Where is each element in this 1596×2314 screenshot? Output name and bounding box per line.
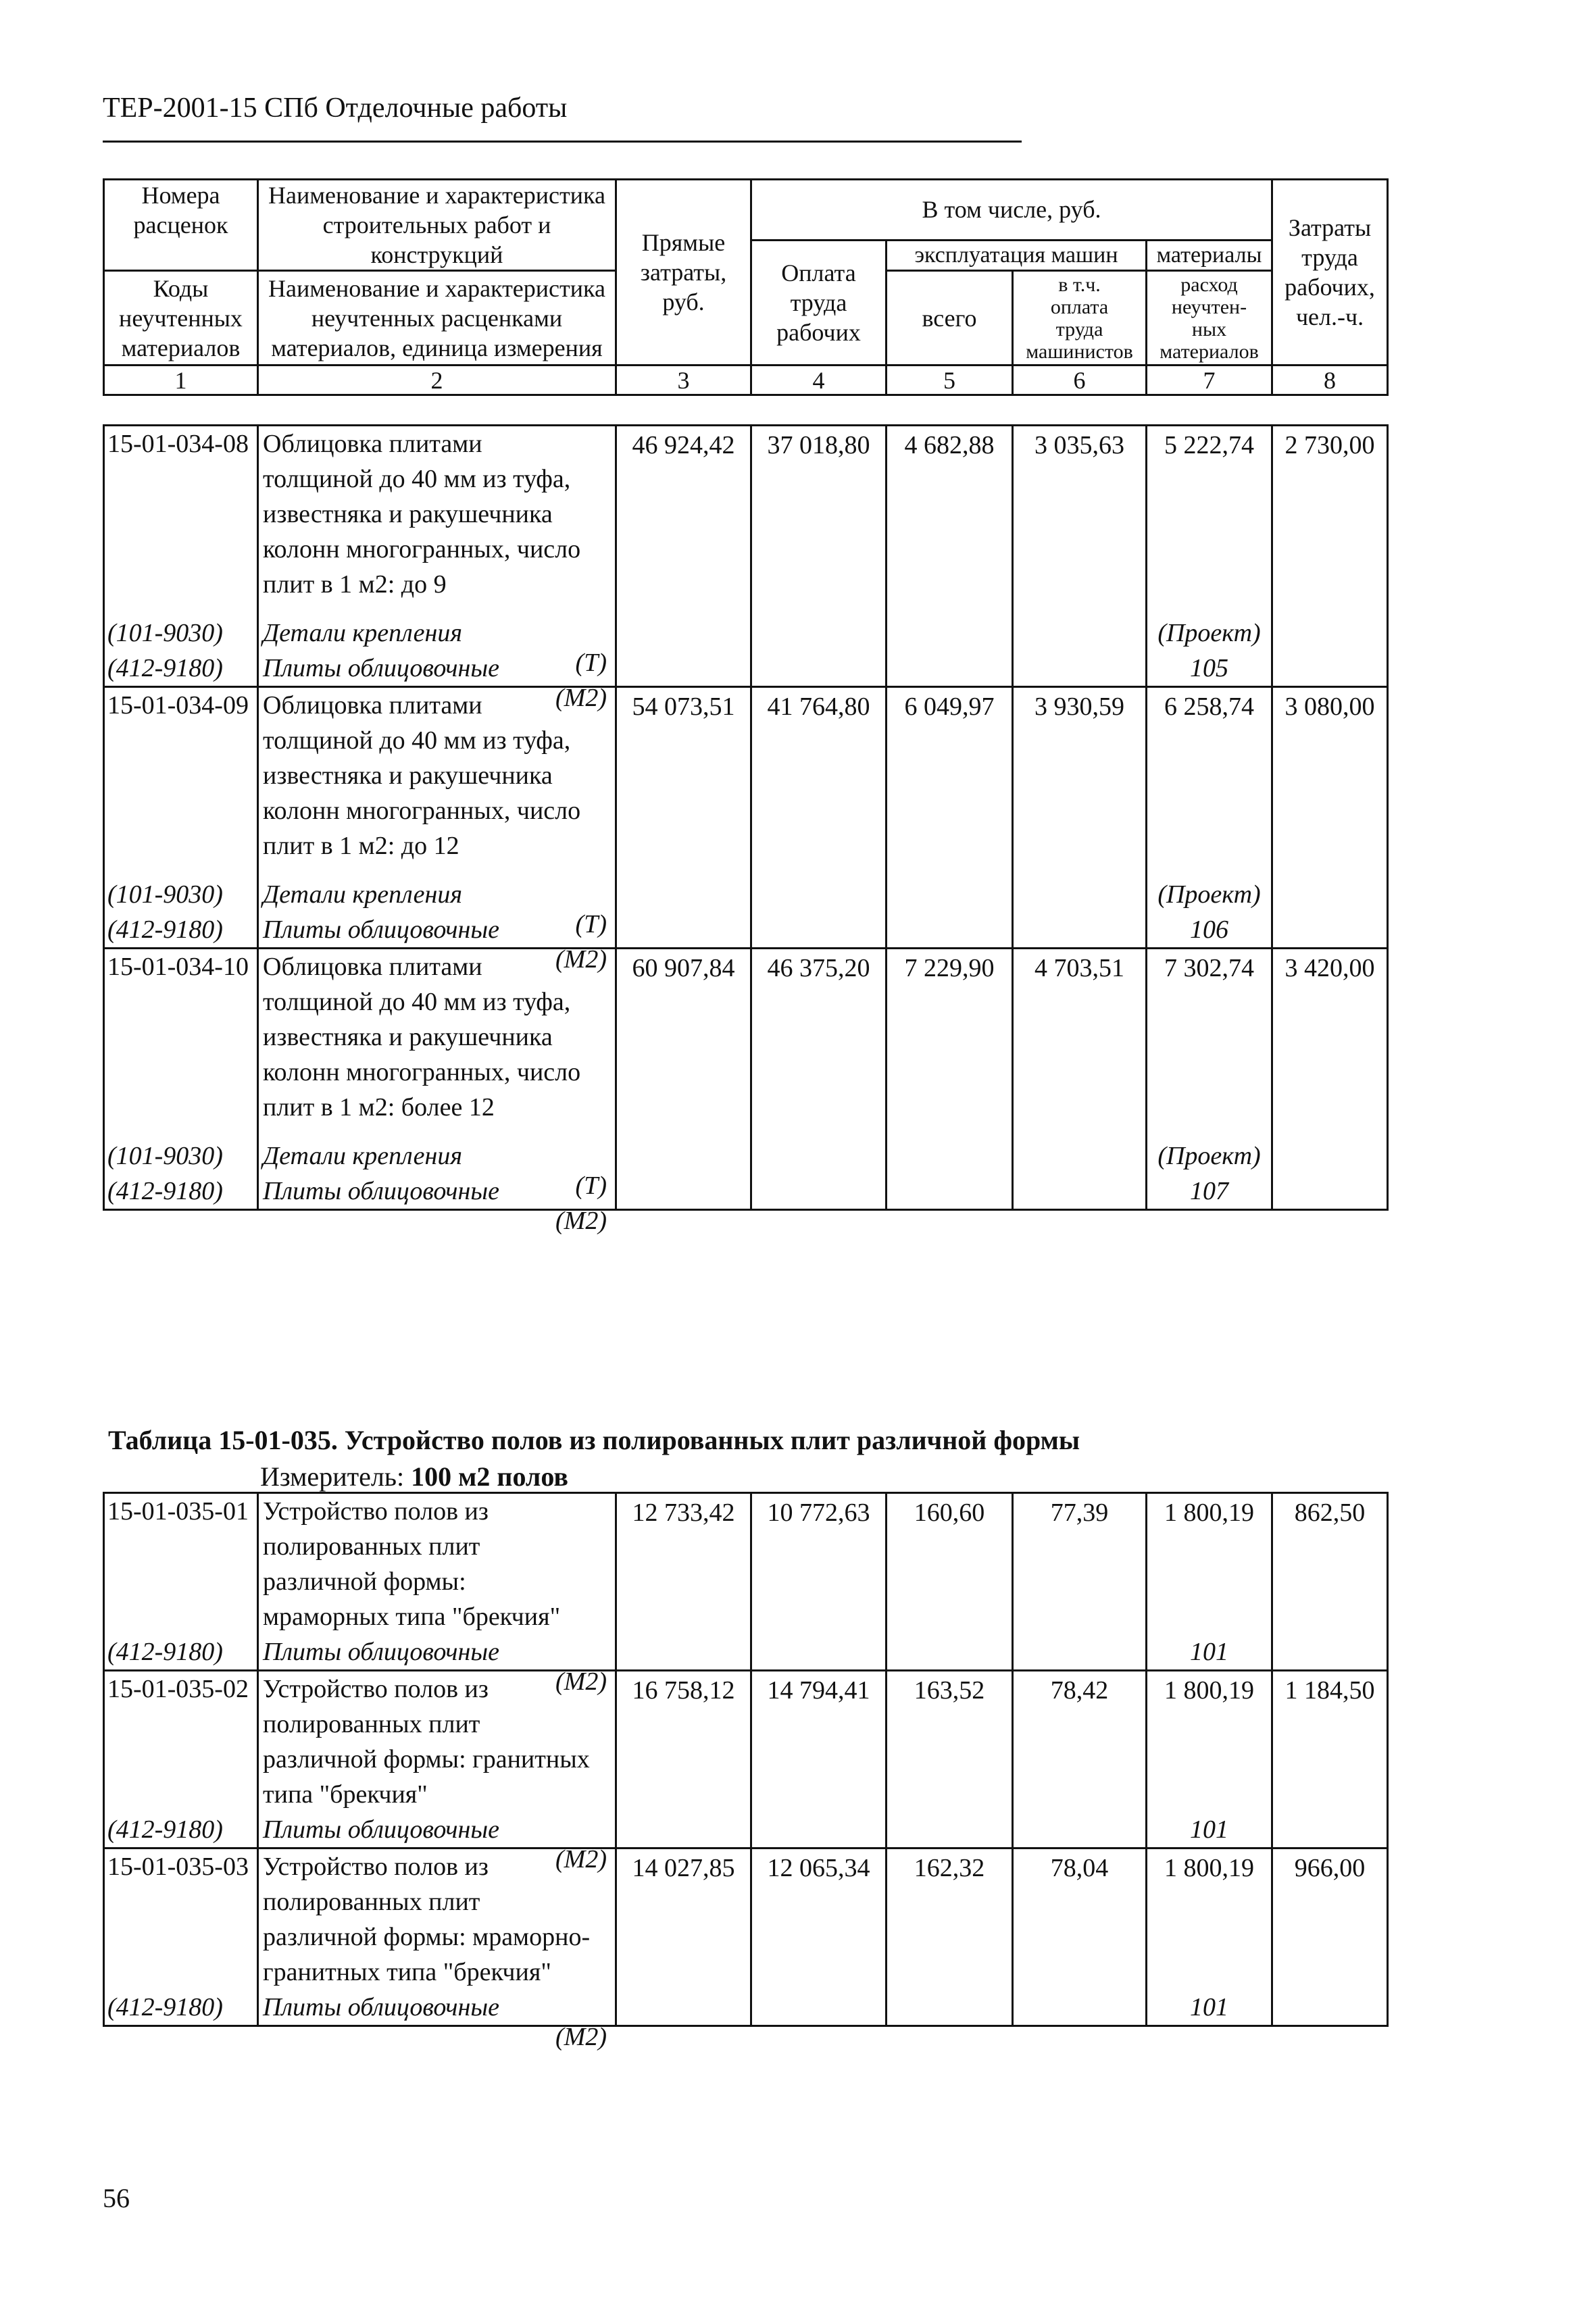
value-cell [751,1671,887,1813]
material-row [104,1138,1388,1174]
col7-header: расход неучтен- ных материалов [1147,271,1272,366]
material-value-cell [1013,1634,1147,1671]
material-value-cell [616,651,751,687]
value-number: 46 375,20 [767,954,870,982]
value-cell [887,1848,1013,1990]
description-line: Облицовка плитами [263,691,482,720]
value-cell [887,687,1013,878]
value-cell [616,426,751,616]
material-code: (101-9030) [104,877,258,912]
material-value-cell [887,1812,1013,1848]
material-unit: (Т) [575,910,607,938]
rate-row [104,426,1388,616]
material-name-cell [258,1990,616,2051]
material-code: (412-9180) [104,1174,258,1210]
material-value-cell [1147,651,1272,687]
description-line: плит в 1 м2: более 12 [263,1093,495,1122]
description-line: полированных плит [263,1532,480,1561]
material-unit: (М2) [555,2023,607,2051]
rate-code: 15-01-034-10 [104,949,258,1139]
material-unit: (Т) [575,1172,607,1200]
value-number: 12 065,34 [767,1854,870,1882]
material-value-cell [1272,1812,1388,1848]
rates-table-034 [103,424,1389,1235]
material-value: (Проект) [1157,619,1261,647]
value-cell [751,426,887,616]
value-cell [1147,1671,1272,1813]
col1-top-header: Номера расценок [104,180,258,241]
value-number: 3 930,59 [1034,693,1124,721]
value-cell [1147,1493,1272,1635]
value-cell [1013,1848,1147,1990]
value-number: 6 049,97 [904,693,995,721]
value-number: 966,00 [1294,1854,1366,1882]
material-value-cell [1147,912,1272,949]
material-row [104,615,1388,651]
material-row [104,1812,1388,1848]
material-value-cell [1147,1812,1272,1848]
col8-header: Затраты труда рабочих, чел.-ч. [1272,180,1388,366]
value-number: 4 682,88 [904,431,995,459]
value-number: 78,42 [1050,1676,1109,1705]
material-value: 101 [1190,1815,1228,1844]
material-unit: (Т) [575,649,607,677]
rate-code: 15-01-034-08 [104,426,258,616]
description-line: известняка и ракушечника [263,500,553,528]
value-cell [616,1671,751,1813]
header-rule [103,141,1022,143]
material-value-cell [1272,1138,1388,1174]
material-value-cell [887,1634,1013,1671]
materials-header: материалы [1147,240,1272,271]
value-cell [1013,687,1147,878]
value-cell [887,426,1013,616]
value-cell [1013,1493,1147,1635]
material-value-cell [1272,1634,1388,1671]
col5-header: всего [887,271,1013,366]
material-row [104,1174,1388,1210]
value-number: 3 420,00 [1285,954,1375,982]
material-unit: (М2) [555,1845,607,1873]
description-line: толщиной до 40 мм из туфа, [263,726,571,755]
col-number-7: 7 [1147,366,1272,395]
material-name: Детали крепления [263,1142,463,1170]
material-value: 101 [1190,1993,1228,2021]
rate-row [104,1493,1388,1635]
material-value-cell [1272,1990,1388,2026]
material-code: (412-9180) [104,1634,258,1671]
page-header: ТЕР-2001-15 СПб Отделочные работы [103,93,568,124]
material-value-cell [1013,912,1147,949]
col1-bottom-header: Коды неучтенных материалов [104,271,258,366]
material-value-cell [1013,1990,1147,2026]
material-value-cell [887,877,1013,912]
measure-line: Измеритель: 100 м2 полов [260,1461,568,1492]
material-name: Детали крепления [263,619,463,647]
material-value-cell [616,615,751,651]
col6-header: в т.ч. оплата труда машинистов [1013,271,1147,366]
material-unit: (М2) [555,1667,607,1696]
value-cell [1147,1848,1272,1990]
value-number: 46 924,42 [632,431,735,459]
material-value-cell [616,1174,751,1210]
table-title: Таблица 15-01-035. Устройство полов из полированных плит различной формы [108,1425,1080,1455]
material-value-cell [616,1990,751,2026]
value-cell [616,1493,751,1635]
value-cell [1147,426,1272,616]
material-value-cell [1013,1812,1147,1848]
value-number: 60 907,84 [632,954,735,982]
material-row [104,912,1388,949]
material-row [104,1634,1388,1671]
description-line: различной формы: гранитных [263,1745,590,1774]
description-line: полированных плит [263,1888,480,1916]
rate-description [258,426,616,616]
value-number: 3 035,63 [1034,431,1124,459]
value-cell [1272,949,1388,1139]
rate-code: 15-01-035-01 [104,1493,258,1635]
value-number: 1 800,19 [1164,1499,1254,1527]
value-cell [1272,687,1388,878]
value-cell [751,949,887,1139]
value-number: 54 073,51 [632,693,735,721]
material-value-cell [887,1174,1013,1210]
material-value: 101 [1190,1638,1228,1666]
col-number-3: 3 [616,366,751,395]
material-value-cell [1013,615,1147,651]
value-cell [1272,1848,1388,1990]
rates-table-035 [103,1492,1389,2051]
value-number: 78,04 [1050,1854,1109,1882]
value-cell [1272,1493,1388,1635]
value-number: 10 772,63 [767,1499,870,1527]
material-value-cell [751,1634,887,1671]
value-number: 1 800,19 [1164,1676,1254,1705]
value-number: 16 758,12 [632,1676,735,1705]
material-value-cell [751,877,887,912]
value-cell [1272,1671,1388,1813]
col-number-8: 8 [1272,366,1388,395]
rate-row [104,1671,1388,1813]
description-line: типа "брекчия" [263,1780,428,1809]
description-line: известняка и ракушечника [263,761,553,790]
material-value-cell [1147,877,1272,912]
description-line: различной формы: мраморно- [263,1923,591,1951]
description-line: известняка и ракушечника [263,1023,553,1051]
value-number: 4 703,51 [1034,954,1124,982]
material-value-cell [887,651,1013,687]
value-cell [751,1493,887,1635]
value-number: 77,39 [1050,1499,1109,1527]
value-number: 7 229,90 [904,954,995,982]
rate-code: 15-01-035-02 [104,1671,258,1813]
material-value: (Проект) [1157,880,1261,909]
material-name: Плиты облицовочные [263,654,499,682]
material-name: Детали крепления [263,880,463,909]
description-line: толщиной до 40 мм из туфа, [263,988,571,1016]
material-value-cell [616,1138,751,1174]
description-line: полированных плит [263,1710,480,1738]
material-value-cell [887,1138,1013,1174]
value-cell [887,1671,1013,1813]
page-number: 56 [103,2183,130,2213]
material-row [104,1990,1388,2026]
material-name-cell [258,1174,616,1235]
description-line: колонн многогранных, число [263,535,581,563]
description-line: Устройство полов из [263,1853,489,1881]
value-cell [1147,687,1272,878]
material-value-cell [616,877,751,912]
material-value: 107 [1190,1177,1228,1205]
material-name: Плиты облицовочные [263,915,499,944]
value-number: 14 027,85 [632,1854,735,1882]
col2-top-header: Наименование и характеристика строительных работ и конструкций [258,180,616,271]
material-code: (412-9180) [104,651,258,687]
description-line: Облицовка плитами [263,953,482,981]
value-number: 6 258,74 [1164,693,1254,721]
value-cell [887,949,1013,1139]
material-name: Плиты облицовочные [263,1993,499,2021]
col-number-4: 4 [751,366,887,395]
material-value-cell [751,615,887,651]
material-row [104,877,1388,912]
value-number: 37 018,80 [767,431,870,459]
material-name: Плиты облицовочные [263,1815,499,1844]
material-code: (101-9030) [104,615,258,651]
col-number-6: 6 [1013,366,1147,395]
description-line: различной формы: [263,1567,466,1596]
description-line: Облицовка плитами [263,430,482,458]
rate-code: 15-01-034-09 [104,687,258,878]
value-number: 41 764,80 [767,693,870,721]
rate-row [104,949,1388,1139]
material-value-cell [751,1990,887,2026]
value-cell [1147,949,1272,1139]
value-cell [1013,949,1147,1139]
material-value-cell [1147,1138,1272,1174]
material-unit: (М2) [555,945,607,974]
material-value-cell [751,1138,887,1174]
value-cell [616,1848,751,1990]
material-value-cell [1272,912,1388,949]
value-number: 2 730,00 [1285,431,1375,459]
value-cell [751,1848,887,1990]
value-number: 160,60 [914,1499,985,1527]
material-value: 106 [1190,915,1228,944]
value-cell [1013,1671,1147,1813]
description-line: мраморных типа "брекчия" [263,1603,561,1631]
col3-header: Прямые затраты, руб. [616,180,751,366]
col4-header: Оплата труда рабочих [751,240,887,366]
rate-description [258,1493,616,1635]
material-code: (412-9180) [104,1990,258,2026]
value-number: 5 222,74 [1164,431,1254,459]
material-value-cell [1147,615,1272,651]
value-cell [751,687,887,878]
rate-row [104,1848,1388,1990]
description-line: плит в 1 м2: до 12 [263,832,459,860]
value-number: 1 800,19 [1164,1854,1254,1882]
material-value-cell [1272,651,1388,687]
value-cell [1013,426,1147,616]
description-line: колонн многогранных, число [263,797,581,825]
value-cell [616,949,751,1139]
value-cell [1272,426,1388,616]
description-line: плит в 1 м2: до 9 [263,570,447,599]
value-number: 163,52 [914,1676,985,1705]
material-unit: (М2) [555,1207,607,1235]
value-number: 12 733,42 [632,1499,735,1527]
material-value-cell [1272,877,1388,912]
material-code: (412-9180) [104,1812,258,1848]
col1-top-spacer [104,240,258,271]
material-value-cell [1013,1174,1147,1210]
material-row [104,651,1388,687]
material-code: (412-9180) [104,912,258,949]
material-value-cell [751,912,887,949]
material-name: Плиты облицовочные [263,1638,499,1666]
material-value-cell [751,1174,887,1210]
value-number: 3 080,00 [1285,693,1375,721]
description-line: гранитных типа "брекчия" [263,1958,551,1986]
material-value-cell [751,1812,887,1848]
col-number-5: 5 [887,366,1013,395]
value-number: 1 184,50 [1285,1676,1375,1705]
material-value-cell [616,912,751,949]
rate-row [104,687,1388,878]
col2-bottom-header: Наименование и характеристика неучтенных расценками материалов, единица измерения [258,271,616,366]
material-unit: (М2) [555,684,607,712]
rate-code: 15-01-035-03 [104,1848,258,1990]
value-number: 162,32 [914,1854,985,1882]
value-number: 7 302,74 [1164,954,1254,982]
value-cell [887,1493,1013,1635]
material-value: (Проект) [1157,1142,1261,1170]
material-value-cell [751,651,887,687]
value-number: 14 794,41 [767,1676,870,1705]
description-line: колонн многогранных, число [263,1058,581,1086]
material-value-cell [1272,1174,1388,1210]
material-code: (101-9030) [104,1138,258,1174]
value-number: 862,50 [1294,1499,1366,1527]
material-value: 105 [1190,654,1228,682]
column-header-table [103,178,1389,396]
material-value-cell [616,1812,751,1848]
description-line: Устройство полов из [263,1497,489,1526]
material-value-cell [1013,1138,1147,1174]
material-value-cell [1013,651,1147,687]
material-value-cell [887,1990,1013,2026]
material-value-cell [1013,877,1147,912]
col-number-2: 2 [258,366,616,395]
material-value-cell [887,615,1013,651]
description-line: Устройство полов из [263,1675,489,1703]
col-number-1: 1 [104,366,258,395]
description-line: толщиной до 40 мм из туфа, [263,465,571,493]
material-name: Плиты облицовочные [263,1177,499,1205]
material-value-cell [1272,615,1388,651]
material-value-cell [1147,1174,1272,1210]
value-cell [616,687,751,878]
material-value-cell [616,1634,751,1671]
machines-header: эксплуатация машин [887,240,1147,271]
group-header: В том числе, руб. [751,180,1272,241]
material-value-cell [1147,1990,1272,2026]
material-value-cell [1147,1634,1272,1671]
material-value-cell [887,912,1013,949]
